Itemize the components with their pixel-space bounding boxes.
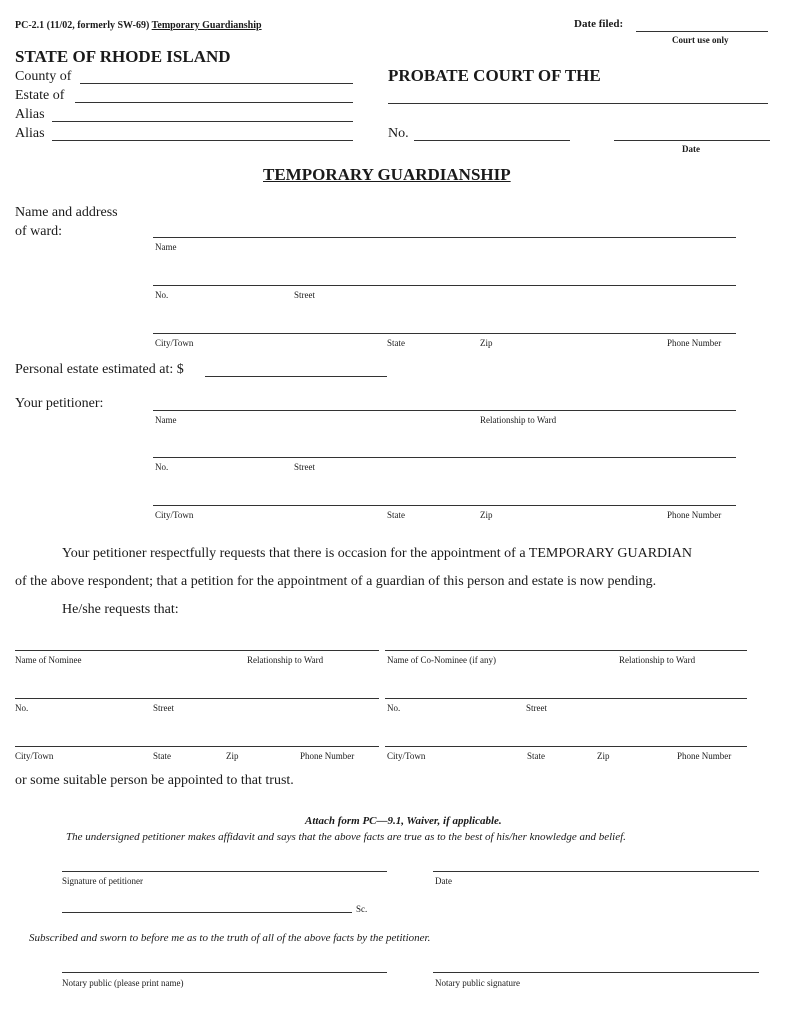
personal-estate-label: Personal estate estimated at: $ (15, 362, 184, 377)
probate-court-heading: PROBATE COURT OF THE (388, 66, 601, 85)
petitioner-zip-label: Zip (480, 510, 493, 520)
notary-signature-field[interactable] (433, 972, 759, 973)
form-code: PC-2.1 (11/02, formerly SW-69) (15, 20, 150, 31)
ward-label-line1: Name and address (15, 205, 118, 220)
ward-state-label: State (387, 338, 405, 348)
co-nominee-address-field[interactable] (385, 698, 747, 699)
petitioner-city-label: City/Town (155, 510, 194, 520)
ward-name-label: Name (155, 242, 177, 252)
estate-label: Estate of (15, 88, 65, 103)
nominee-zip-label: Zip (226, 751, 239, 761)
nominee-name-field[interactable] (15, 650, 379, 651)
petitioner-no-label: No. (155, 462, 169, 472)
co-nominee-relationship-label: Relationship to Ward (619, 655, 696, 665)
co-nominee-name-field[interactable] (385, 650, 747, 651)
personal-estate-field[interactable] (205, 376, 387, 377)
case-no-label: No. (388, 126, 409, 141)
sc-label: Sc. (356, 904, 368, 914)
ward-no-label: No. (155, 290, 169, 300)
suitable-person-text: or some suitable person be appointed to that trust. (15, 773, 294, 788)
ward-label-line2: of ward: (15, 224, 63, 239)
petitioner-name-field[interactable] (153, 410, 736, 411)
form-title-small: Temporary Guardianship (151, 20, 262, 31)
notary-print-name-label: Notary public (please print name) (62, 978, 184, 988)
date-filed-line[interactable] (636, 31, 768, 32)
form-code-line (15, 20, 262, 31)
nominee-name-label: Name of Nominee (15, 655, 82, 665)
ward-address-field[interactable] (153, 285, 736, 286)
county-label: County of (15, 69, 72, 84)
ward-zip-label: Zip (480, 338, 493, 348)
sc-field[interactable] (62, 912, 352, 913)
ward-city-field[interactable] (153, 333, 736, 334)
notary-print-name-field[interactable] (62, 972, 387, 973)
court-use-label: Court use only (672, 35, 729, 45)
attach-form-note: Attach form PC—9.1, Waiver, if applicable. (305, 815, 502, 827)
estate-field[interactable] (75, 102, 353, 103)
page-title: TEMPORARY GUARDIANSHIP (263, 165, 511, 184)
co-nominee-city-field[interactable] (385, 746, 747, 747)
petitioner-signature-field[interactable] (62, 871, 387, 872)
alias-label-1: Alias (15, 107, 45, 122)
requests-label: He/she requests that: (62, 602, 179, 617)
request-paragraph-line2: of the above respondent; that a petition for the appointment of a guardian of this person and estate is now pending. (15, 574, 657, 589)
ward-name-field[interactable] (153, 237, 736, 238)
petitioner-relationship-label: Relationship to Ward (480, 415, 557, 425)
sworn-statement: Subscribed and sworn to before me as to the truth of all of the above facts by the petitioner. (29, 932, 431, 944)
co-nominee-state-label: State (527, 751, 545, 761)
caption-date-field[interactable] (614, 140, 770, 141)
alias-field-2[interactable] (52, 140, 353, 141)
co-nominee-street-label: Street (526, 703, 547, 713)
petitioner-city-field[interactable] (153, 505, 736, 506)
signature-date-label: Date (435, 876, 452, 886)
nominee-relationship-label: Relationship to Ward (247, 655, 324, 665)
co-nominee-zip-label: Zip (597, 751, 610, 761)
nominee-no-label: No. (15, 703, 29, 713)
affidavit-text: The undersigned petitioner makes affidavit and says that the above facts are true as to the best of his/her knowledge and belief. (66, 831, 626, 843)
petitioner-name-label: Name (155, 415, 177, 425)
request-paragraph-line1: Your petitioner respectfully requests that there is occasion for the appointment of a TEMPORARY GUARDIAN (62, 546, 693, 561)
petitioner-label: Your petitioner: (15, 396, 104, 411)
petitioner-state-label: State (387, 510, 405, 520)
alias-label-2: Alias (15, 126, 45, 141)
co-nominee-name-label: Name of Co-Nominee (if any) (387, 655, 496, 665)
petitioner-phone-label: Phone Number (667, 510, 722, 520)
nominee-street-label: Street (153, 703, 174, 713)
ward-street-label: Street (294, 290, 315, 300)
co-nominee-phone-label: Phone Number (677, 751, 732, 761)
county-field[interactable] (80, 83, 353, 84)
nominee-address-field[interactable] (15, 698, 379, 699)
nominee-city-label: City/Town (15, 751, 54, 761)
petitioner-signature-label: Signature of petitioner (62, 876, 143, 886)
ward-phone-label: Phone Number (667, 338, 722, 348)
probate-court-field[interactable] (388, 103, 768, 104)
alias-field-1[interactable] (52, 121, 353, 122)
petitioner-street-label: Street (294, 462, 315, 472)
case-no-field[interactable] (414, 140, 570, 141)
co-nominee-no-label: No. (387, 703, 401, 713)
nominee-phone-label: Phone Number (300, 751, 355, 761)
state-heading: STATE OF RHODE ISLAND (15, 47, 231, 66)
notary-signature-label: Notary public signature (435, 978, 520, 988)
caption-date-label: Date (682, 144, 700, 154)
date-filed-label: Date filed: (574, 18, 624, 30)
co-nominee-city-label: City/Town (387, 751, 426, 761)
signature-date-field[interactable] (433, 871, 759, 872)
nominee-city-field[interactable] (15, 746, 379, 747)
petitioner-address-field[interactable] (153, 457, 736, 458)
ward-city-label: City/Town (155, 338, 194, 348)
nominee-state-label: State (153, 751, 171, 761)
